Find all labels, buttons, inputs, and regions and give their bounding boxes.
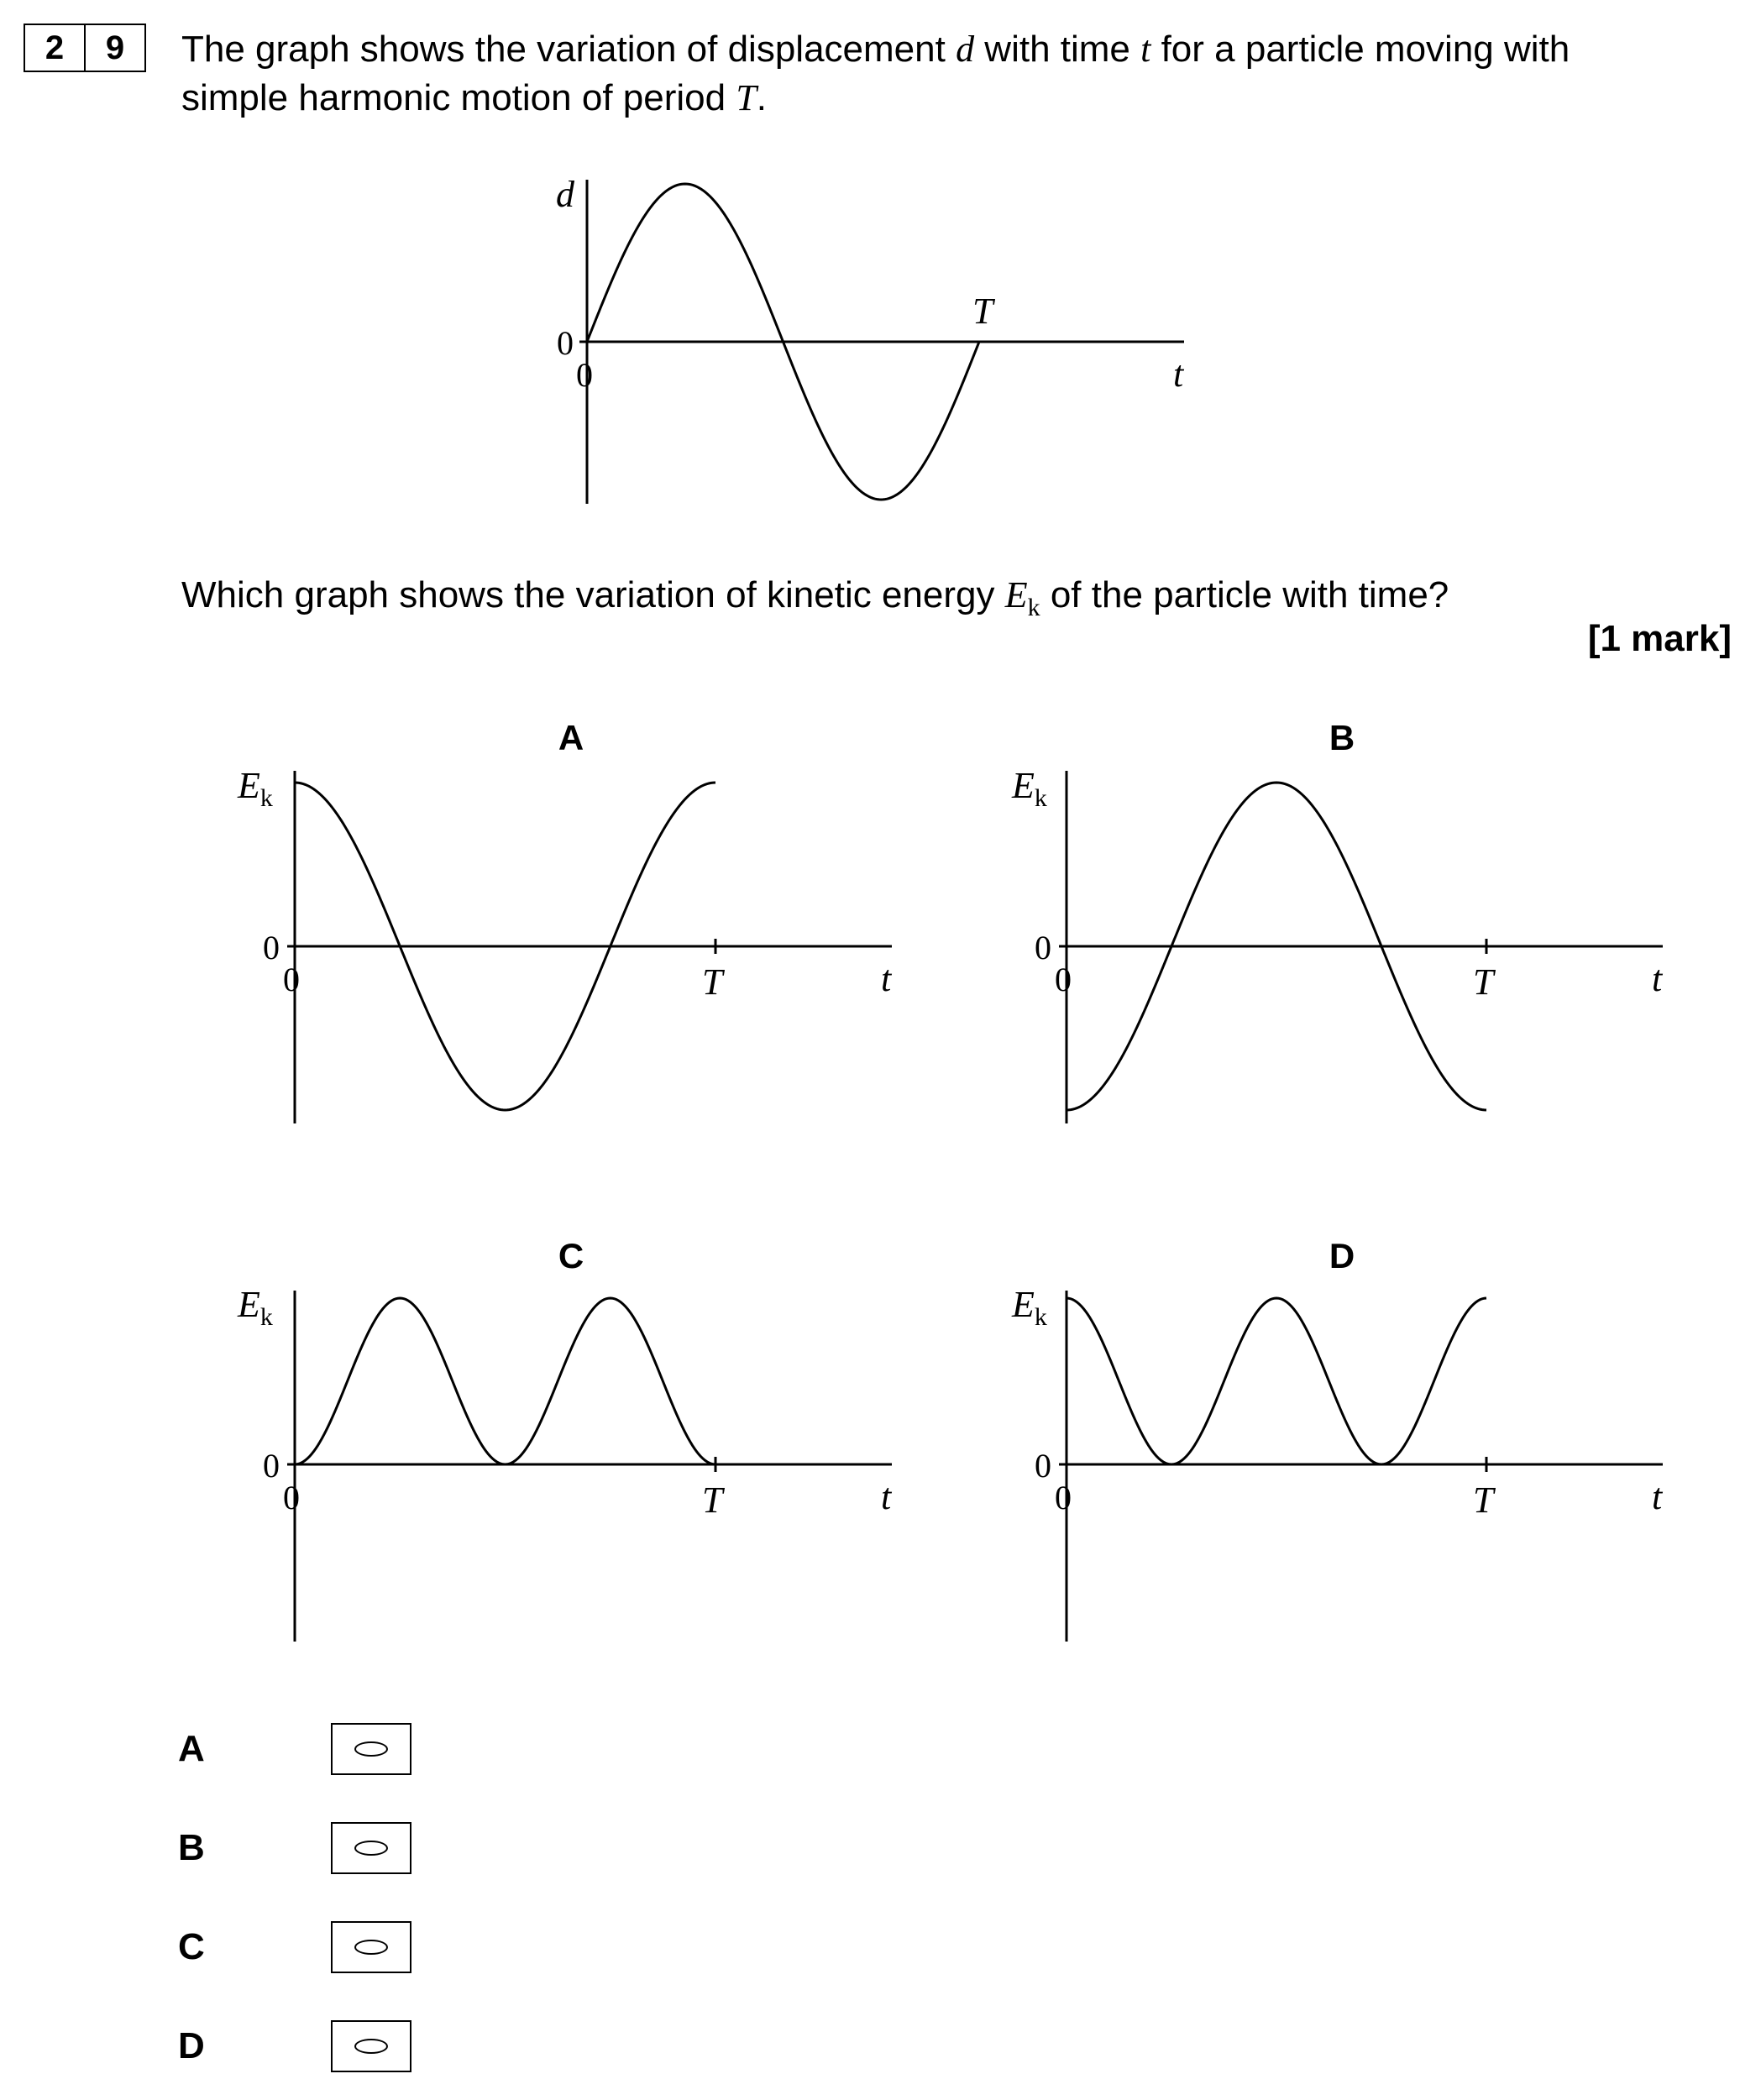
stem-text-4: simple harmonic motion of period — [181, 77, 736, 118]
graph-C-x-label: t — [881, 1476, 892, 1517]
graph-A-y-label-main: E — [238, 765, 260, 806]
answer-oval-C[interactable] — [354, 1940, 388, 1955]
answer-box-A[interactable] — [331, 1723, 411, 1775]
graph-B-zero-y-label: 0 — [1035, 929, 1051, 966]
graph-C-period-label: T — [702, 1479, 723, 1521]
stem-var-T: T — [736, 77, 757, 118]
option-graph-B — [1011, 718, 1664, 1123]
stem-text-5: . — [756, 77, 768, 118]
graph-A-zero-x-label: 0 — [283, 961, 300, 998]
displacement-y-label: d — [556, 174, 574, 215]
stem-var-t: t — [1140, 29, 1151, 70]
stem-text-3: for a particle moving with — [1150, 29, 1570, 70]
displacement-x-label: t — [1173, 353, 1184, 395]
answer-box-B[interactable] — [331, 1822, 411, 1874]
answer-letter-A: A — [178, 1728, 205, 1769]
question-number-digit-2: 9 — [84, 25, 144, 71]
graph-B-y-label-main: E — [1012, 765, 1035, 806]
graph-A-y-label — [237, 765, 273, 812]
graph-C-zero-y-label: 0 — [263, 1447, 280, 1485]
graph-A-zero-y-label: 0 — [263, 929, 280, 966]
graph-B-y-label — [1011, 765, 1047, 812]
graph-C-y-label — [237, 1284, 273, 1331]
graph-C-label: C — [558, 1236, 584, 1275]
displacement-origin-y-label: 0 — [557, 324, 574, 362]
answer-oval-D[interactable] — [354, 2039, 388, 2054]
answer-letter-C: C — [178, 1926, 205, 1967]
graph-D-y-label-main: E — [1012, 1284, 1035, 1325]
graph-D-label: D — [1329, 1236, 1355, 1275]
answer-box-C[interactable] — [331, 1921, 411, 1973]
graph-A-x-label: t — [881, 958, 892, 999]
graph-D-y-label — [1011, 1284, 1047, 1331]
stem-var-d: d — [956, 29, 975, 70]
option-graph-D — [1011, 1236, 1664, 1642]
answer-letter-D: D — [178, 2025, 205, 2066]
stem-text-1: The graph shows the variation of displacement — [181, 29, 956, 70]
answer-option-C[interactable] — [178, 1921, 411, 1973]
graph-D-y-label-sub: k — [1034, 1303, 1047, 1331]
stem-text-2: with time — [974, 29, 1141, 70]
answer-option-D[interactable] — [178, 2020, 411, 2072]
graph-D-period-label: T — [1473, 1479, 1494, 1521]
graph-B-zero-x-label: 0 — [1055, 961, 1072, 998]
graph-A-label: A — [558, 718, 584, 757]
graph-B-y-label-sub: k — [1034, 784, 1047, 812]
prompt-text-2: of the particle with time? — [1040, 574, 1449, 615]
answer-oval-B[interactable] — [354, 1841, 388, 1856]
graph-A-period-label: T — [702, 961, 723, 1003]
graph-D-curve — [1067, 1298, 1486, 1464]
answer-option-B[interactable] — [178, 1822, 411, 1874]
prompt-text-1: Which graph shows the variation of kinetic energy — [181, 574, 1005, 615]
graph-D-zero-y-label: 0 — [1035, 1447, 1051, 1485]
graph-D-x-label: t — [1652, 1476, 1663, 1517]
graph-A-y-label-sub: k — [259, 784, 273, 812]
graph-C-y-label-sub: k — [259, 1303, 273, 1331]
graph-B-period-label: T — [1473, 961, 1494, 1003]
graph-B-x-label: t — [1652, 958, 1663, 999]
prompt-var-E: E — [1004, 574, 1028, 615]
answer-letter-B: B — [178, 1827, 205, 1868]
graph-D-zero-x-label: 0 — [1055, 1479, 1072, 1516]
marks-label: [1 mark] — [1587, 618, 1732, 659]
answer-box-D[interactable] — [331, 2020, 411, 2072]
displacement-period-label: T — [972, 291, 993, 332]
graph-C-y-label-main: E — [238, 1284, 260, 1325]
answer-oval-A[interactable] — [354, 1741, 388, 1757]
displacement-origin-x-label: 0 — [576, 356, 593, 394]
graph-C-zero-x-label: 0 — [283, 1479, 300, 1516]
prompt-var-E-sub: k — [1027, 593, 1040, 621]
option-graph-A — [237, 718, 893, 1123]
question-number-digit-1: 2 — [45, 29, 65, 66]
option-graph-C — [237, 1236, 893, 1642]
answer-option-A[interactable] — [178, 1723, 411, 1775]
graph-B-label: B — [1329, 718, 1355, 757]
graph-C-curve — [295, 1298, 715, 1464]
